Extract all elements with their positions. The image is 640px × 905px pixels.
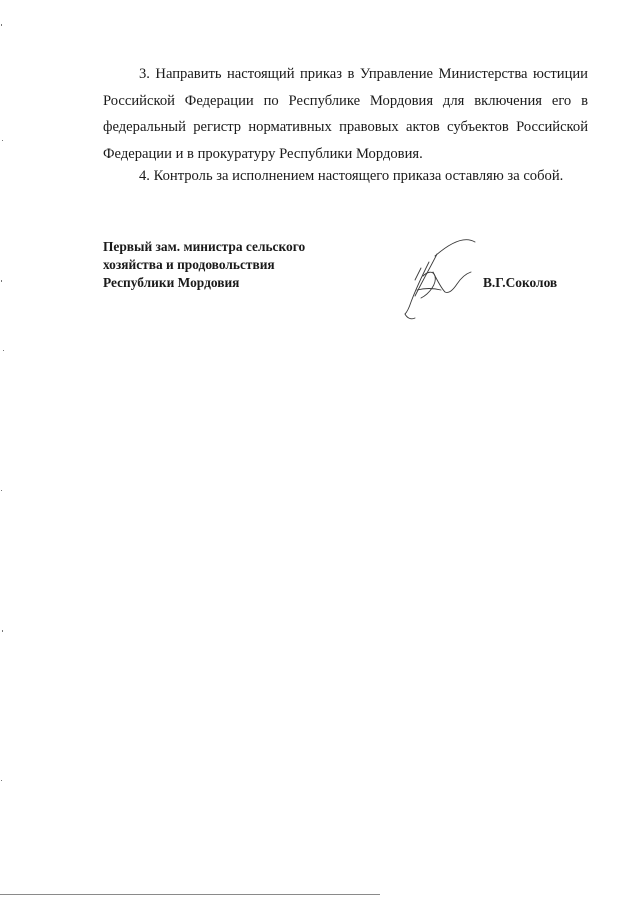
paragraph-4: 4. Контроль за исполнением настоящего приказа оставляю за собой. <box>139 168 564 184</box>
signatory-position <box>103 238 305 292</box>
scan-edge-specks <box>0 20 6 890</box>
handwritten-signature <box>393 232 483 320</box>
signatory-name: В.Г.Соколов <box>483 275 558 290</box>
signatory-position-line-2: хозяйства и продовольствия <box>103 257 275 272</box>
bottom-scan-line <box>0 894 380 895</box>
signatory-position-line-1: Первый зам. министра сельского <box>103 239 306 254</box>
signatory-position-line-3: Республики Мордовия <box>103 275 240 290</box>
paragraph-3: 3. Направить настоящий приказ в Управление Министерства юстиции Российской Федерации по Республике Мордовия для включения его в федеральный регистр нормативных правовых актов субъектов Российской Федерации и в прокуратуру Республики Мордовия. <box>103 66 588 162</box>
